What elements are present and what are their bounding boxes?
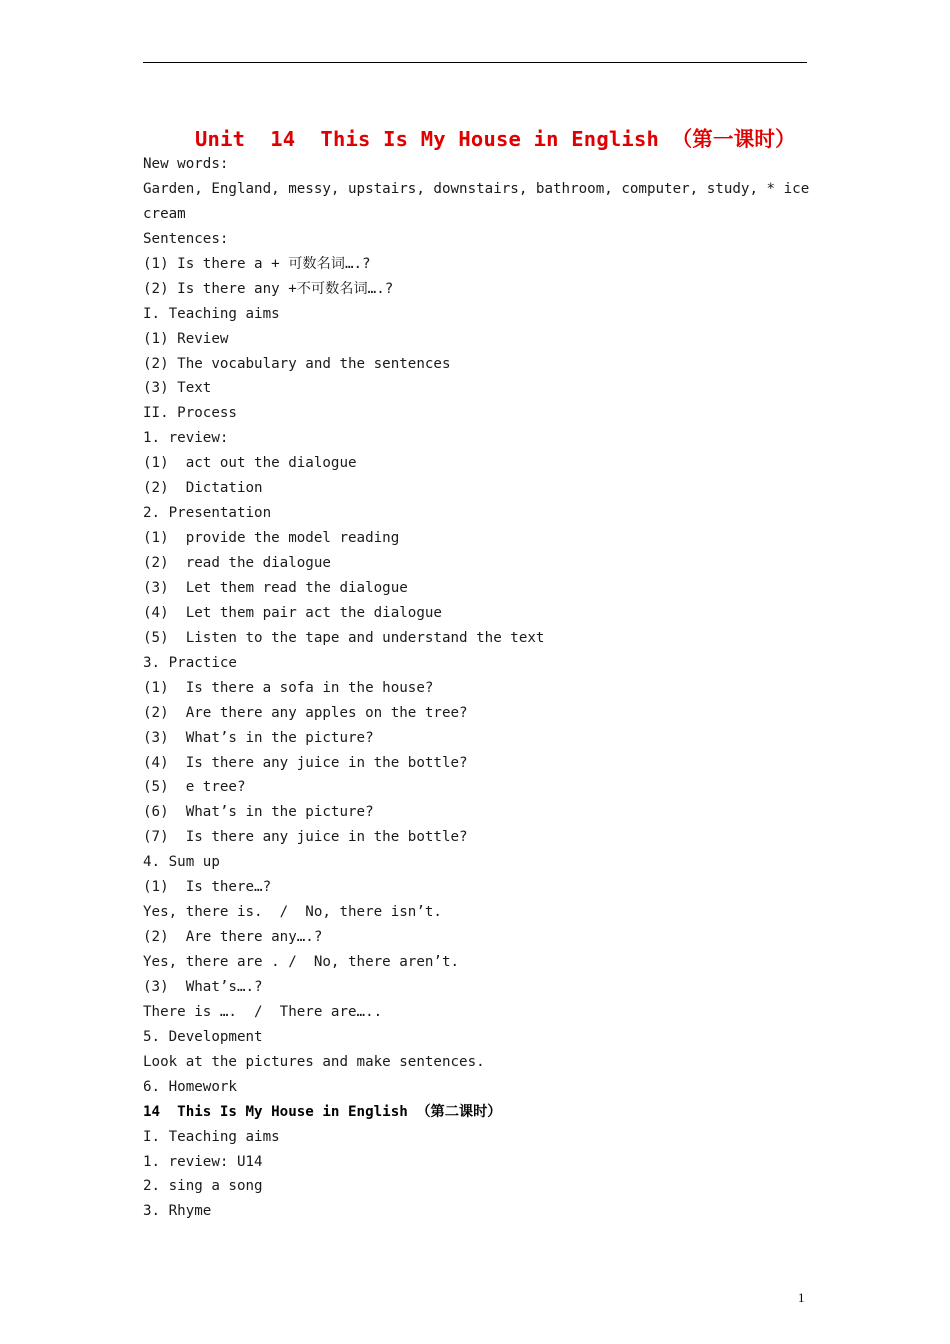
text-line: (2) Are there any apples on the tree? [143,704,468,721]
text-line: (1) Is there a sofa in the house? [143,679,434,696]
text-line: 5. Development [143,1028,263,1045]
text-line: (5) e tree? [143,779,246,796]
text-line: II. Process [143,405,237,422]
text-line: Sentences: [143,230,229,247]
text-line: (4) Is there any juice in the bottle? [143,754,468,771]
text-line: 1. review: U14 [143,1153,263,1170]
header-rule [143,62,807,63]
document-title: Unit 14 This Is My House in English （第一课时） [195,127,796,151]
text-line: cream [143,205,186,222]
text-line: (3) Text [143,380,212,397]
text-line: I. Teaching aims [143,1128,280,1145]
text-line: Look at the pictures and make sentences. [143,1053,485,1070]
text-line: (2) read the dialogue [143,555,331,571]
text-line: (4) Let them pair act the dialogue [143,604,442,621]
document-body [143,152,813,1224]
text-line: Yes, there is. / No, there isn’t. [143,904,442,921]
text-line: (1) Is there a + 可数名词….? [143,255,371,272]
text-line: 4. Sum up [143,854,220,871]
text-line: (1) provide the model reading [143,530,400,547]
text-line: (2) The vocabulary and the sentences [143,355,451,372]
text-line: 1. review: [143,430,229,447]
text-line: New words: [143,156,229,172]
text-line: 3. Practice [143,654,237,671]
text-line: (1) Review [143,330,229,347]
text-line: (7) Is there any juice in the bottle? [143,829,468,846]
text-line: Yes, there are . / No, there aren’t. [143,954,460,970]
text-line: (2) Is there any +不可数名词….? [143,280,394,297]
text-line: There is …. / There are….. [143,1003,383,1020]
text-line: 6. Homework [143,1078,237,1095]
text-line: Garden, England, messy, upstairs, downstairs, bathroom, computer, study, * ice [143,180,810,197]
text-line: (5) Listen to the tape and understand the text [143,629,545,646]
text-line: I. Teaching aims [143,305,280,322]
text-line: 2. Presentation [143,505,272,522]
text-line: (1) act out the dialogue [143,455,357,472]
text-line: (3) What’s….? [143,978,263,995]
page-number: 1 [798,1290,805,1305]
text-line: (3) Let them read the dialogue [143,579,408,596]
text-line: 2. sing a song [143,1178,263,1195]
text-line: (3) What’s in the picture? [143,729,374,746]
text-line: (6) What’s in the picture? [143,804,374,821]
section-heading: 14 This Is My House in English （第二课时） [143,1103,502,1120]
text-line: (2) Dictation [143,480,263,497]
text-line: (1) Is there…? [143,879,272,896]
text-line: (2) Are there any….? [143,929,323,946]
text-line: 3. Rhyme [143,1203,212,1220]
